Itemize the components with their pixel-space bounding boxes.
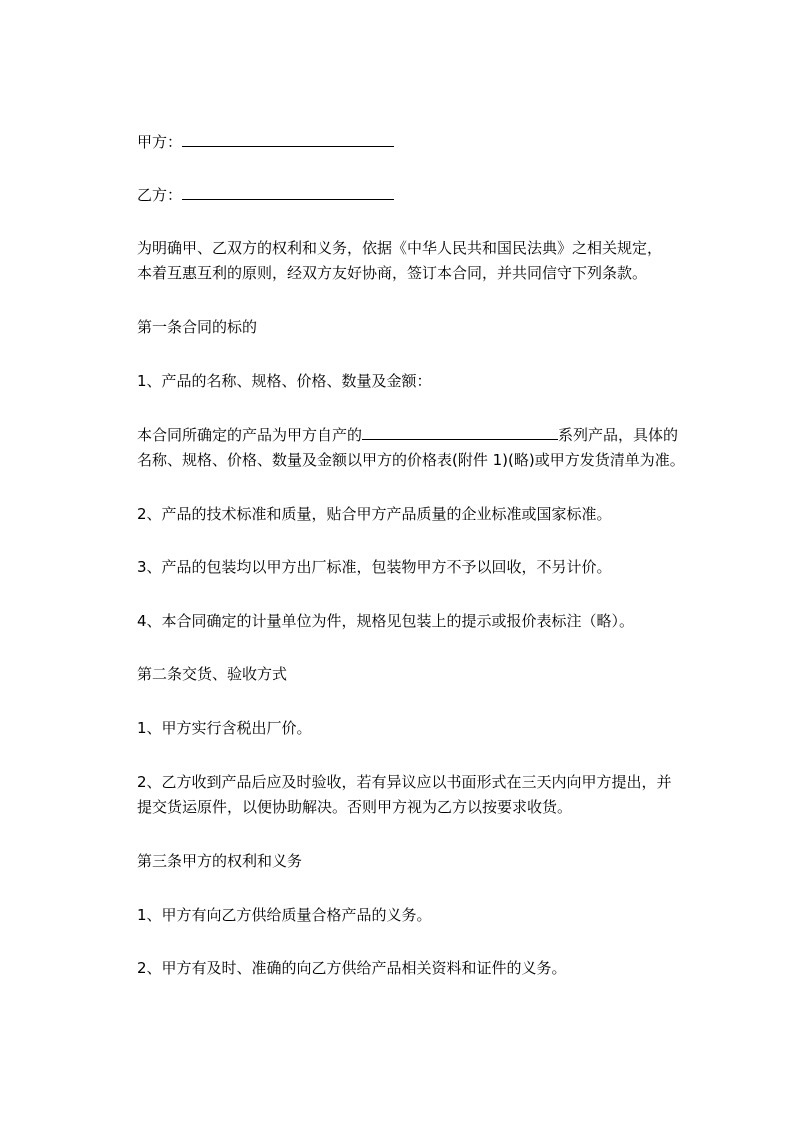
party-b-blank (182, 185, 394, 200)
article1-item1-detail-line2: 名称、规格、价格、数量及金额以甲方的价格表(附件 1)(略)或甲方发货清单为准。 (137, 451, 685, 469)
item1-detail-post: 系列产品，具体的 (558, 426, 679, 444)
article1-item1-detail-line1 (137, 425, 678, 445)
article2-item2-line1: 2、乙方收到产品后应及时验收，若有异议应以书面形式在三天内向甲方提出，并 (137, 773, 672, 791)
article2-item1: 1、甲方实行含税出厂价。 (137, 719, 312, 737)
item1-detail-pre: 本合同所确定的产品为甲方自产的 (137, 426, 363, 444)
article1-item1: 1、产品的名称、规格、价格、数量及金额： (137, 372, 432, 390)
article3-heading: 第三条甲方的权利和义务 (137, 852, 303, 870)
article2-heading: 第二条交货、验收方式 (137, 665, 288, 683)
party-b-line (137, 185, 394, 205)
preamble-line-1: 为明确甲、乙双方的权利和义务，依据《中华人民共和国民法典》之相关规定， (137, 239, 663, 257)
article2-item2-line2: 提交货运原件，以便协助解决。否则甲方视为乙方以按要求收货。 (137, 798, 573, 816)
party-a-line (137, 132, 394, 152)
article1-item3: 3、产品的包装均以甲方出厂标准，包装物甲方不予以回收，不另计价。 (137, 558, 612, 576)
article1-heading: 第一条合同的标的 (137, 318, 258, 336)
article3-item1: 1、甲方有向乙方供给质量合格产品的义务。 (137, 906, 432, 924)
preamble-line-2: 本着互惠互利的原则，经双方友好协商，签订本合同，并共同信守下列条款。 (137, 264, 648, 282)
article3-item2: 2、甲方有及时、准确的向乙方供给产品相关资料和证件的义务。 (137, 959, 567, 977)
party-b-label: 乙方： (137, 186, 183, 204)
party-a-label: 甲方： (137, 133, 183, 151)
product-series-blank (362, 425, 558, 440)
article1-item4: 4、本合同确定的计量单位为件，规格见包装上的提示或报价表标注（略）。 (137, 612, 635, 630)
article1-item2: 2、产品的技术标准和质量，贴合甲方产品质量的企业标准或国家标准。 (137, 505, 612, 523)
party-a-blank (182, 132, 394, 147)
